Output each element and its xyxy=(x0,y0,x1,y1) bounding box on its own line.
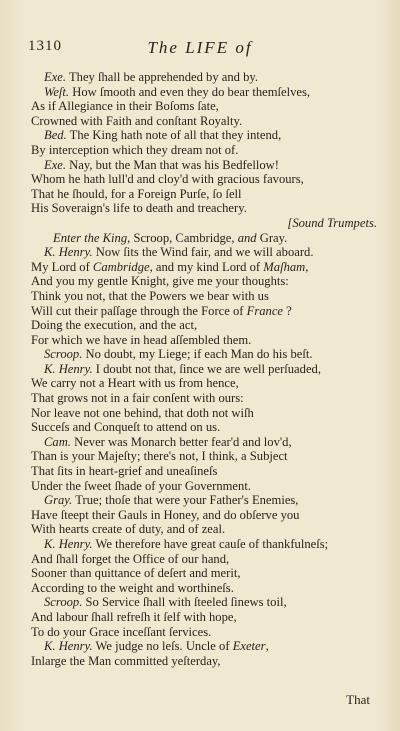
verse-text: Sooner than quittance of deſert and merit, xyxy=(31,566,241,581)
verse-text: Whom he hath lull'd and cloy'd with gracious favours, xyxy=(31,172,304,187)
stage-direction: Scroop, Cambridge, xyxy=(133,230,238,245)
speech-text: , xyxy=(265,639,269,654)
verse-text: Than is your Majeſty; there's not, I think, a Subject xyxy=(31,449,288,464)
speaker-name: Bed. xyxy=(44,128,67,143)
text-line xyxy=(31,201,377,216)
text-line xyxy=(31,289,377,304)
text-line xyxy=(31,391,377,406)
speaker-name: Exe. xyxy=(44,157,67,172)
verse-text: Have ſteept their Gauls in Honey, and do obſerve you xyxy=(31,507,300,522)
speaker-name: Weſt. xyxy=(44,84,70,99)
text-line xyxy=(31,493,377,508)
speech-text: We therefore have great cauſe of thankfulneſs; xyxy=(92,537,329,551)
text-line xyxy=(31,128,377,143)
text-line xyxy=(31,508,377,523)
text-line xyxy=(31,537,377,552)
text-line xyxy=(31,260,377,275)
page-header xyxy=(28,38,372,62)
text-line xyxy=(31,245,377,260)
verse-text: Inlarge the Man committed yeſterday, xyxy=(31,653,221,668)
verse-text: Under the ſweet ſhade of your Government. xyxy=(31,478,251,493)
speech-text: So Service ſhall with ſteeled ſinews toil, xyxy=(82,595,287,610)
verse-text: Will cut their paſſage through the Force of xyxy=(31,303,247,318)
speaker-name: Scroop. xyxy=(44,347,83,362)
text-line xyxy=(31,639,377,654)
text-line xyxy=(31,304,377,319)
text-line xyxy=(31,625,377,640)
text-line xyxy=(31,581,377,596)
text-line xyxy=(31,595,377,610)
text-line xyxy=(31,333,377,348)
verse-text: And ſhall forget the Office of our hand, xyxy=(31,551,230,566)
speech-text: True; thoſe that were your Father's Enemies, xyxy=(72,493,299,508)
speech-text: We judge no leſs. Uncle of xyxy=(92,639,233,654)
speech-text: I doubt not that, ſince we are well perſuaded, xyxy=(92,361,321,376)
running-head: The LIFE of xyxy=(147,38,253,57)
stage-direction: Enter the King, xyxy=(53,230,134,245)
text-line xyxy=(31,70,377,85)
speaker-name: K. Henry. xyxy=(44,639,93,654)
verse-text: For which we have in head aſſembled them. xyxy=(31,332,252,347)
text-line xyxy=(31,522,377,537)
text-line xyxy=(31,85,377,100)
speaker-name: Gray. xyxy=(44,493,73,508)
text-line xyxy=(31,435,377,450)
verse-text: According to the weight and worthineſs. xyxy=(31,580,234,595)
verse-text: His Soveraign's life to death and treachery. xyxy=(31,201,247,216)
speech-text: How ſmooth and even they do bear themſelves, xyxy=(69,84,311,99)
stage-direction: and xyxy=(237,230,260,245)
speech-text: They ſhall be apprehended by and by. xyxy=(66,70,259,84)
speech-text: The King hath note of all that they intend, xyxy=(66,128,282,143)
text-line xyxy=(31,420,377,435)
verse-text: Cambridge xyxy=(92,259,150,274)
stage-direction: Gray. xyxy=(259,230,288,245)
text-line xyxy=(31,158,377,173)
speaker-name: Scroop. xyxy=(44,595,83,610)
text-line xyxy=(31,318,377,333)
verse-text: And labour ſhall refreſh it ſelf with hope, xyxy=(31,609,237,624)
page-number: 1310 xyxy=(28,38,62,54)
verse-text: As if Allegiance in their Boſoms ſate, xyxy=(31,99,219,114)
verse-text: France xyxy=(246,303,283,318)
verse-text: To do your Grace inceſſant ſervices. xyxy=(31,624,212,639)
text-line xyxy=(31,99,377,114)
speech-text: Nay, but the Man that was his Bedfellow! xyxy=(66,157,279,172)
verse-text: ? xyxy=(283,303,292,318)
stage-direction: [Sound Trumpets. xyxy=(287,215,377,230)
speech-text: Now ſits the Wind fair, and we will aboard. xyxy=(92,245,314,260)
verse-text: And you my gentle Knight, give me your thoughts: xyxy=(31,274,289,289)
speaker-name: K. Henry. xyxy=(44,537,93,551)
text-line xyxy=(31,347,377,362)
text-line xyxy=(31,406,377,421)
speech-text: Never was Monarch better fear'd and lov'd, xyxy=(70,434,292,449)
verse-text: , xyxy=(305,259,309,274)
text-line xyxy=(31,114,377,129)
verse-text: Think you not, that the Powers we bear with us xyxy=(31,288,269,303)
verse-text: By interception which they dream not of. xyxy=(31,142,239,157)
verse-text: With hearts create of duty, and of zeal. xyxy=(31,522,226,537)
text-line xyxy=(31,449,377,464)
text-line xyxy=(31,479,377,494)
text-line xyxy=(31,172,377,187)
speech-text: No doubt, my Liege; if each Man do his beſt. xyxy=(82,347,313,362)
text-line xyxy=(31,464,377,479)
speech-text: Exeter xyxy=(232,639,266,654)
speaker-name: K. Henry. xyxy=(44,361,93,376)
verse-text: , and my kind Lord of xyxy=(149,259,264,274)
text-line xyxy=(31,654,377,669)
verse-text: Nor leave not one behind, that doth not wiſh xyxy=(31,405,254,420)
verse-text: Crowned with Faith and conſtant Royalty. xyxy=(31,113,243,128)
speaker-name: Exe. xyxy=(44,70,67,84)
verse-text: That grows not in a fair conſent with ours: xyxy=(31,391,244,406)
text-line xyxy=(31,566,377,581)
verse-text: Maſham xyxy=(263,259,306,274)
verse-text: We carry not a Heart with us from hence, xyxy=(31,376,239,391)
text-line xyxy=(31,143,377,158)
verse-text: That he ſhould, for a Foreign Purſe, ſo ſell xyxy=(31,186,242,201)
speaker-name: K. Henry. xyxy=(44,245,93,260)
verse-text: Succeſs and Conqueſt to attend on us. xyxy=(31,420,221,435)
text-line xyxy=(31,274,377,289)
verse-text: Doing the execution, and the act, xyxy=(31,318,198,333)
text-line xyxy=(31,231,377,246)
text-line xyxy=(31,552,377,567)
text-line xyxy=(31,187,377,202)
speaker-name: Cam. xyxy=(44,434,71,449)
text-line xyxy=(31,362,377,377)
verse-text: My Lord of xyxy=(31,259,93,274)
play-text xyxy=(31,70,377,668)
text-line xyxy=(31,376,377,391)
catchword: That xyxy=(346,692,370,707)
text-line xyxy=(31,610,377,625)
verse-text: That ſits in heart-grief and uneaſineſs xyxy=(31,464,218,479)
text-line xyxy=(31,216,377,231)
